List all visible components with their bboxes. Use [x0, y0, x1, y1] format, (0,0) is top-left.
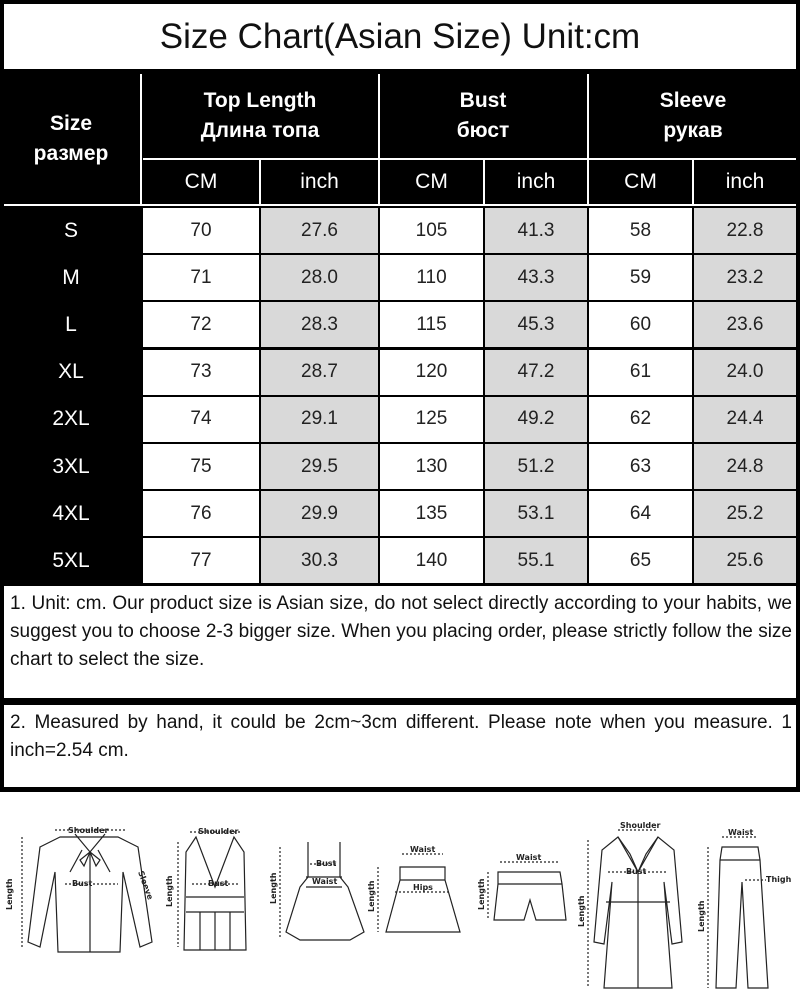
unit-inch: inch [516, 170, 556, 193]
value-cm: 120 [380, 350, 483, 395]
value-inch: 28.3 [261, 302, 378, 347]
label-length: Length [697, 900, 706, 932]
value-cm: 110 [380, 255, 483, 300]
header-divider [140, 74, 142, 204]
label-bust: Bust [316, 859, 337, 868]
label-waist: Waist [312, 877, 338, 886]
size-label: 3XL [52, 454, 90, 478]
label-length: Length [577, 895, 586, 927]
value-inch: 22.8 [694, 208, 796, 253]
skirt-illustration [367, 845, 460, 932]
value-inch: 53.1 [485, 491, 587, 536]
value-inch: 24.8 [694, 444, 796, 489]
value-inch: 45.3 [485, 302, 587, 347]
value-cm: 65 [589, 538, 692, 583]
measurement-illustrations [0, 792, 800, 1000]
value-cm: 105 [380, 208, 483, 253]
label-length: Length [269, 872, 278, 904]
unit-inch: inch [725, 170, 765, 193]
value-inch: 49.2 [485, 397, 587, 442]
label-shoulder: Shoulder [198, 827, 239, 836]
label-shoulder: Shoulder [620, 821, 661, 830]
value-cm: 130 [380, 444, 483, 489]
value-inch: 43.3 [485, 255, 587, 300]
value-inch: 25.6 [694, 538, 796, 583]
coat-illustration [577, 821, 682, 988]
value-cm: 62 [589, 397, 692, 442]
header-top-length [143, 74, 377, 158]
value-inch: 29.1 [261, 397, 378, 442]
value-cm: 63 [589, 444, 692, 489]
value-cm: 61 [589, 350, 692, 395]
value-cm: 76 [143, 491, 259, 536]
value-inch: 24.0 [694, 350, 796, 395]
label-length: Length [477, 878, 486, 910]
value-cm: 75 [143, 444, 259, 489]
value-cm: 72 [143, 302, 259, 347]
value-inch: 29.9 [261, 491, 378, 536]
header-size-en: Size [49, 112, 93, 135]
label-length: Length [367, 880, 376, 912]
label-thigh: Thigh [766, 875, 792, 884]
label-waist: Waist [516, 853, 542, 862]
size-label: 2XL [52, 407, 90, 431]
unit-cm: CM [415, 170, 448, 193]
label-bust: Bust [72, 879, 93, 888]
label-bust: Bust [208, 879, 229, 888]
note-2: 2. Measured by hand, it could be 2cm~3cm different. Please note when you measure. 1 inch=2.54 cm. [4, 705, 796, 787]
value-inch: 30.3 [261, 538, 378, 583]
label-bust: Bust [626, 867, 647, 876]
value-cm: 64 [589, 491, 692, 536]
size-label: XL [58, 360, 84, 384]
value-inch: 25.2 [694, 491, 796, 536]
value-inch: 23.2 [694, 255, 796, 300]
size-label: S [63, 218, 78, 242]
header-bottom-line [4, 204, 796, 206]
header-sleeve-en: Sleeve [659, 89, 727, 112]
unit-cm: CM [624, 170, 657, 193]
tank-illustration [165, 827, 246, 950]
label-length: Length [165, 875, 174, 907]
value-cm: 58 [589, 208, 692, 253]
unit-inch: inch [300, 170, 339, 193]
value-inch: 55.1 [485, 538, 587, 583]
value-inch: 27.6 [261, 208, 378, 253]
header-sleeve-ru: рукав [663, 119, 723, 142]
value-inch: 51.2 [485, 444, 587, 489]
value-inch: 24.4 [694, 397, 796, 442]
header-top-length-ru: Длина топа [200, 119, 320, 142]
size-label: M [62, 265, 80, 289]
value-cm: 135 [380, 491, 483, 536]
blouse-illustration [5, 826, 155, 952]
chart-title: Size Chart(Asian Size) Unit:cm [4, 4, 796, 69]
value-cm: 73 [143, 350, 259, 395]
header-bust-ru: бюст [456, 119, 510, 142]
unit-cm: CM [184, 170, 218, 193]
note-1: 1. Unit: cm. Our product size is Asian size, do not select directly according to your habits, we suggest you to choose 2-3 bigger size. When you placing order, please strictly follow the size chart to select the size. [4, 586, 796, 698]
header-size-ru: размер [33, 142, 109, 165]
value-inch: 29.5 [261, 444, 378, 489]
value-cm: 59 [589, 255, 692, 300]
value-inch: 28.0 [261, 255, 378, 300]
value-cm: 60 [589, 302, 692, 347]
header-bust-en: Bust [459, 89, 507, 112]
size-label: 5XL [52, 548, 90, 572]
pants-illustration [697, 828, 792, 988]
value-cm: 71 [143, 255, 259, 300]
size-label: 4XL [52, 501, 90, 525]
dress-illustration [269, 842, 364, 940]
header-top-length-en: Top Length [203, 89, 317, 112]
size-label: L [65, 312, 77, 336]
value-inch: 28.7 [261, 350, 378, 395]
header-sleeve [590, 74, 796, 158]
value-cm: 115 [380, 302, 483, 347]
value-inch: 47.2 [485, 350, 587, 395]
label-sleeve: Sleeve [136, 869, 155, 901]
value-cm: 70 [143, 208, 259, 253]
header-bust [380, 74, 586, 158]
value-inch: 41.3 [485, 208, 587, 253]
label-length: Length [5, 878, 14, 910]
value-cm: 125 [380, 397, 483, 442]
label-waist: Waist [728, 828, 754, 837]
header-size [4, 74, 138, 204]
label-shoulder: Shoulder [68, 826, 109, 835]
value-cm: 77 [143, 538, 259, 583]
shorts-illustration [477, 853, 566, 920]
value-cm: 140 [380, 538, 483, 583]
label-waist: Waist [410, 845, 436, 854]
label-hips: Hips [413, 883, 433, 892]
value-cm: 74 [143, 397, 259, 442]
value-inch: 23.6 [694, 302, 796, 347]
